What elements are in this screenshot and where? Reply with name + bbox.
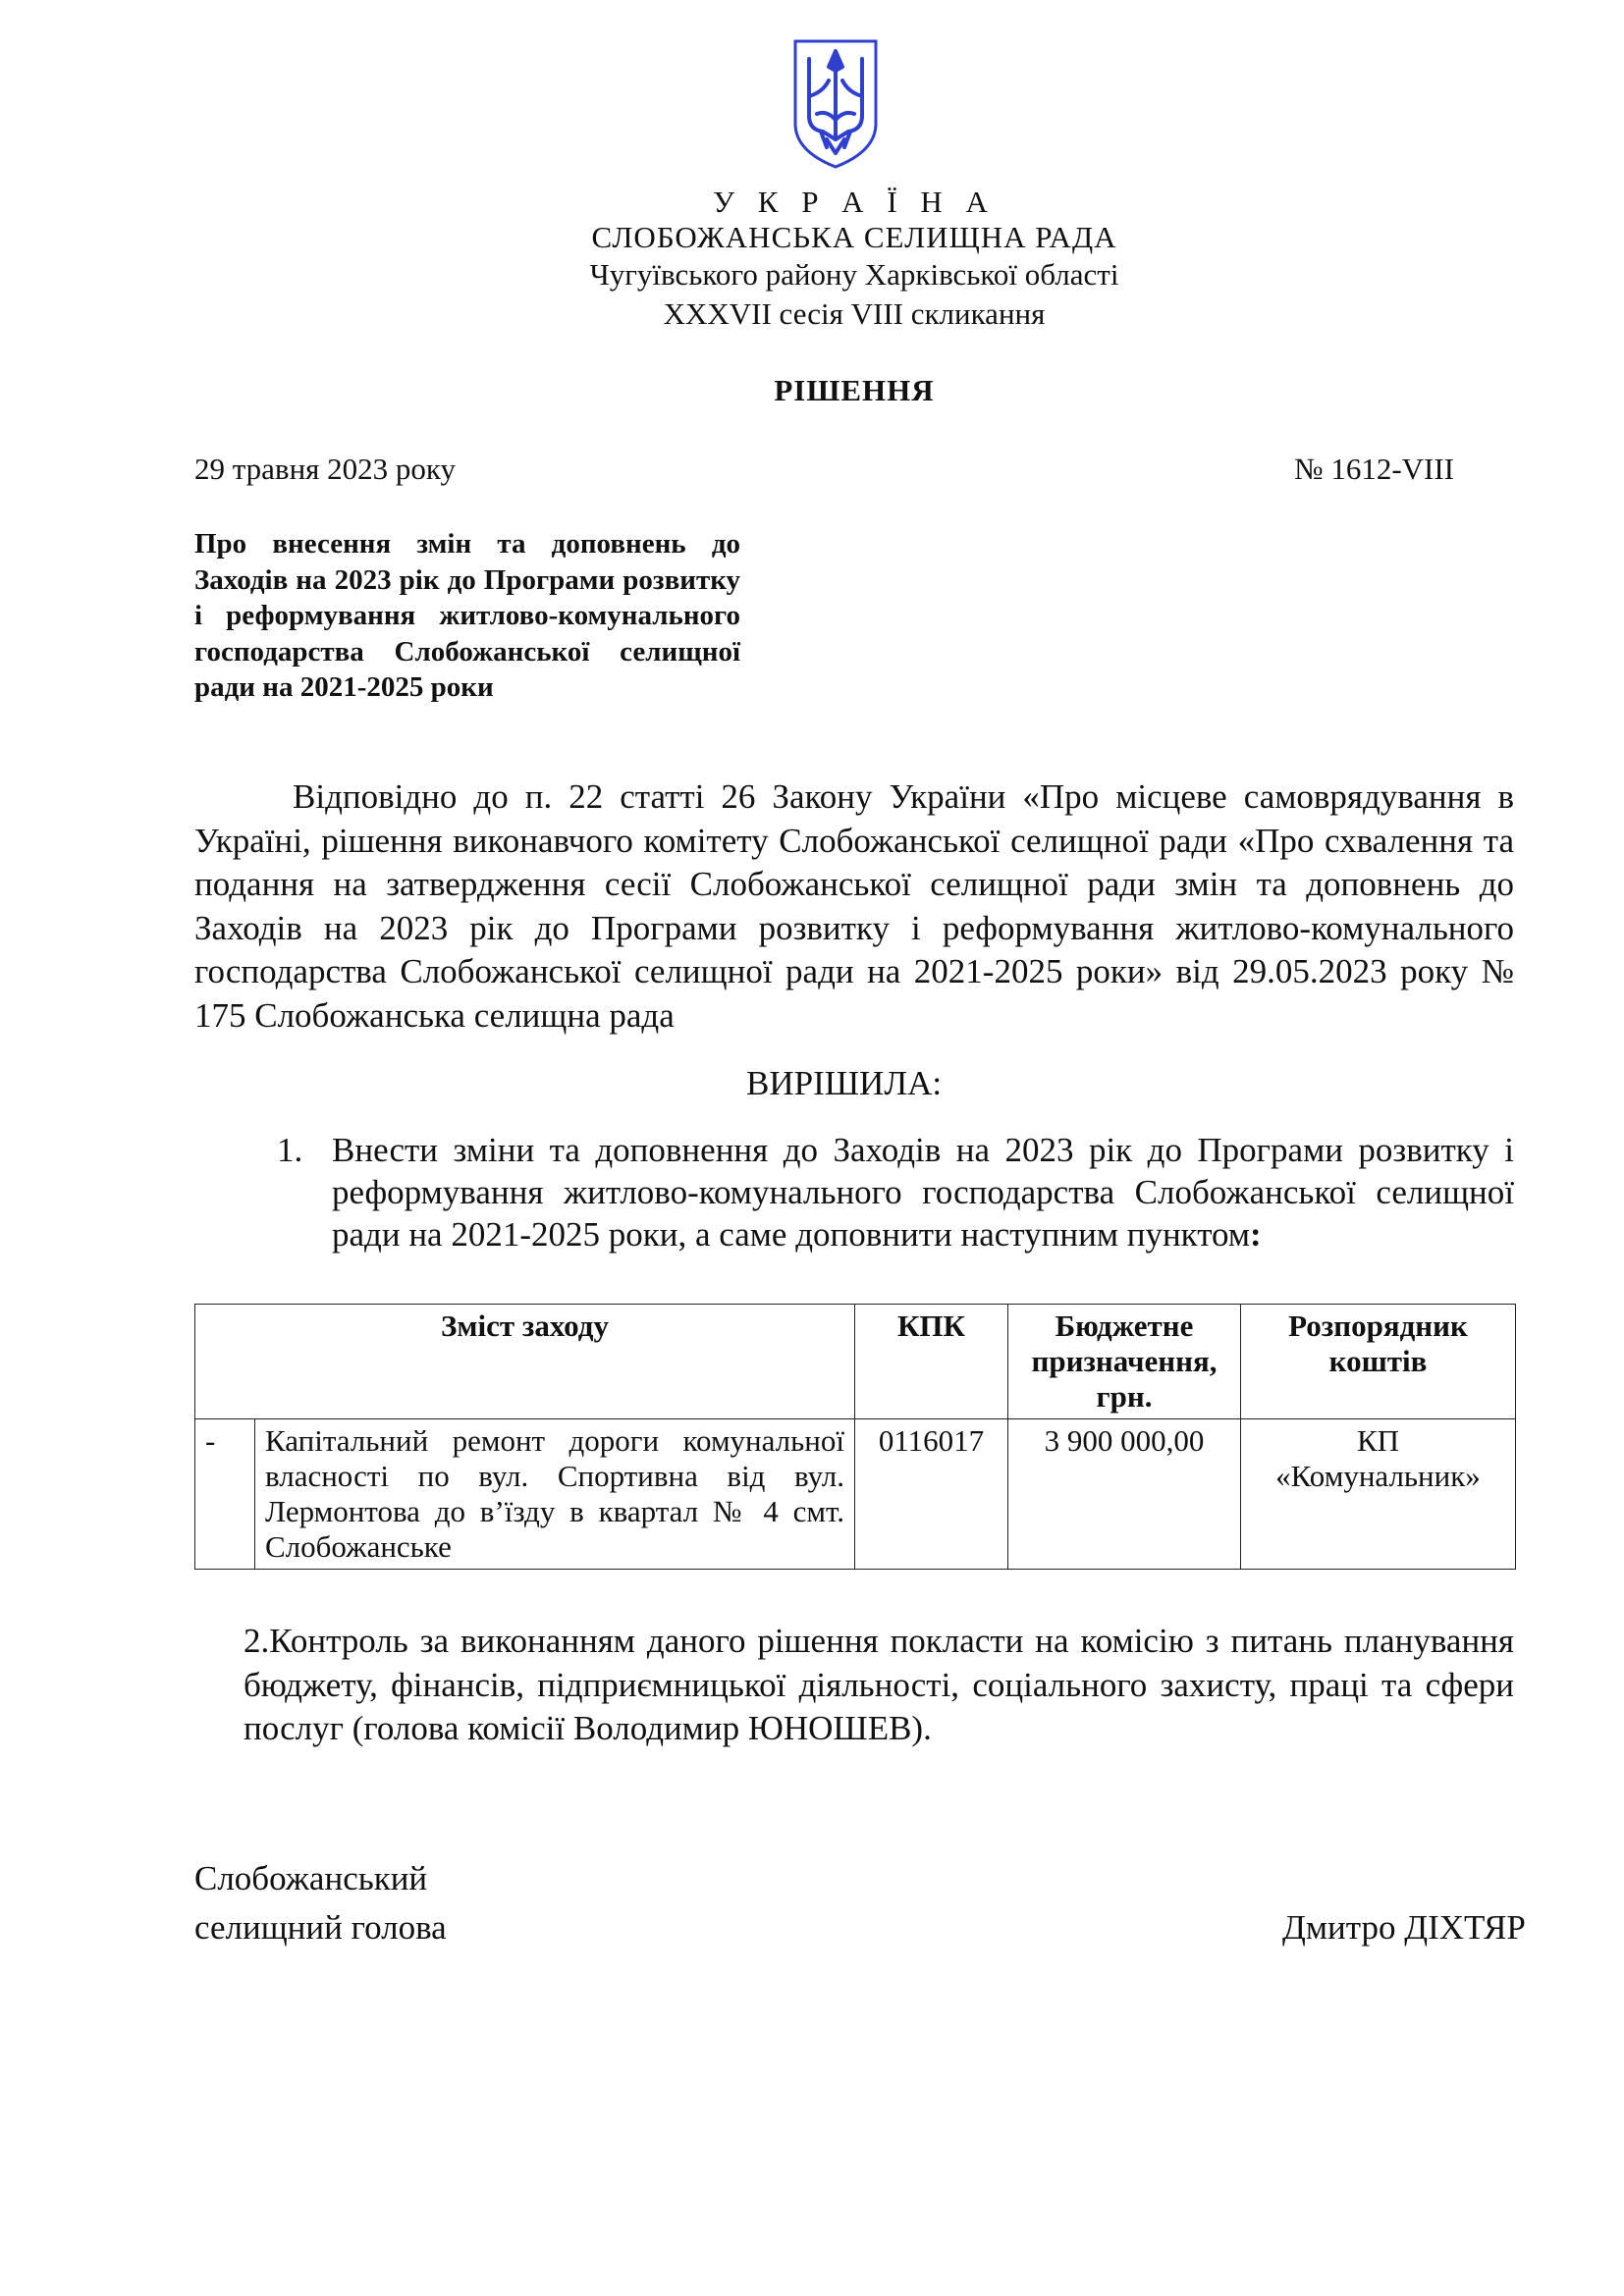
document-title: РІШЕННЯ: [774, 373, 935, 407]
resolved-heading: ВИРІШИЛА:: [746, 1064, 943, 1102]
session-label: XXXVII сесія VIII скликання: [663, 296, 1046, 331]
preamble-paragraph: Відповідно до п. 22 статті 26 Закону України «Про місцеве самоврядування в Україні, рішення виконавчого комітету Слобожанської селищної ради «Про схвалення та подання на затвердження сесії Слобожанської селищної ради змін та доповнень до Заходів на 2023 рік до Програми розвитку і реформування житлово-комунального господарства Слобожанської селищної ради на 2021-2025 роки» від 29.05.2023 року № 175 Слобожанська селищна рада: [194, 777, 1514, 1035]
signatory-title-line2: селищний голова: [194, 1908, 447, 1947]
council-name: СЛОБОЖАНСЬКА СЕЛИЩНА РАДА: [591, 220, 1117, 254]
row-manager: КП «Комунальник»: [1241, 1419, 1516, 1570]
decision-subject: Про внесення змін та доповнень до Заходів на 2023 рік до Програми розвитку і реформування житлово-комунального господарства Слобожанської селищної ради на 2021-2025 роки: [194, 528, 740, 703]
resolution-item-2: 2.Контроль за виконанням даного рішення покласти на комісію з питань планування бюджету, фінансів, підприємницької діяльності, соціального захисту, праці та сфери послуг (голова комісії Володимир ЮНОШЕВ).: [244, 1622, 1514, 1747]
signatory-name: Дмитро ДІХТЯР: [1282, 1908, 1526, 1947]
header-manager: Розпорядник коштів: [1241, 1305, 1516, 1419]
table-header-row: [195, 1305, 1516, 1419]
header-budget: Бюджетне призначення, грн.: [1008, 1305, 1241, 1419]
row-kpk: 0116017: [855, 1419, 1008, 1570]
table-row: [195, 1419, 1516, 1570]
header-kpk: КПК: [855, 1305, 1008, 1419]
decision-date: 29 травня 2023 року: [194, 452, 457, 486]
measures-table: [194, 1304, 1516, 1570]
row-marker: -: [195, 1419, 255, 1570]
row-budget: 3 900 000,00: [1008, 1419, 1241, 1570]
country-name: У К Р А Ї Н А: [713, 185, 996, 219]
resolution-item-1: [277, 1129, 1514, 1255]
district-name: Чугуївського району Харківської області: [589, 257, 1119, 292]
header-content: Зміст заходу: [195, 1305, 855, 1419]
item-text: Внести зміни та доповнення до Заходів на 2023 рік до Програми розвитку і реформування житлово-комунального господарства Слобожанської селищної ради на 2021-2025 роки, а саме доповнити наступним пунктом: [332, 1131, 1514, 1254]
coat-of-arms-icon: [791, 37, 880, 171]
decision-number: № 1612-VIII: [1294, 452, 1455, 486]
item-colon: :: [1250, 1215, 1262, 1254]
signatory-title-line1: Слобожанський: [194, 1859, 428, 1897]
item-body: [332, 1129, 1514, 1255]
row-content: Капітальний ремонт дороги комунальної власності по вул. Спортивна від вул. Лермонтова до в’їзду в квартал № 4 смт. Слобожанське: [255, 1419, 855, 1570]
item-number: 1.: [277, 1131, 303, 1169]
